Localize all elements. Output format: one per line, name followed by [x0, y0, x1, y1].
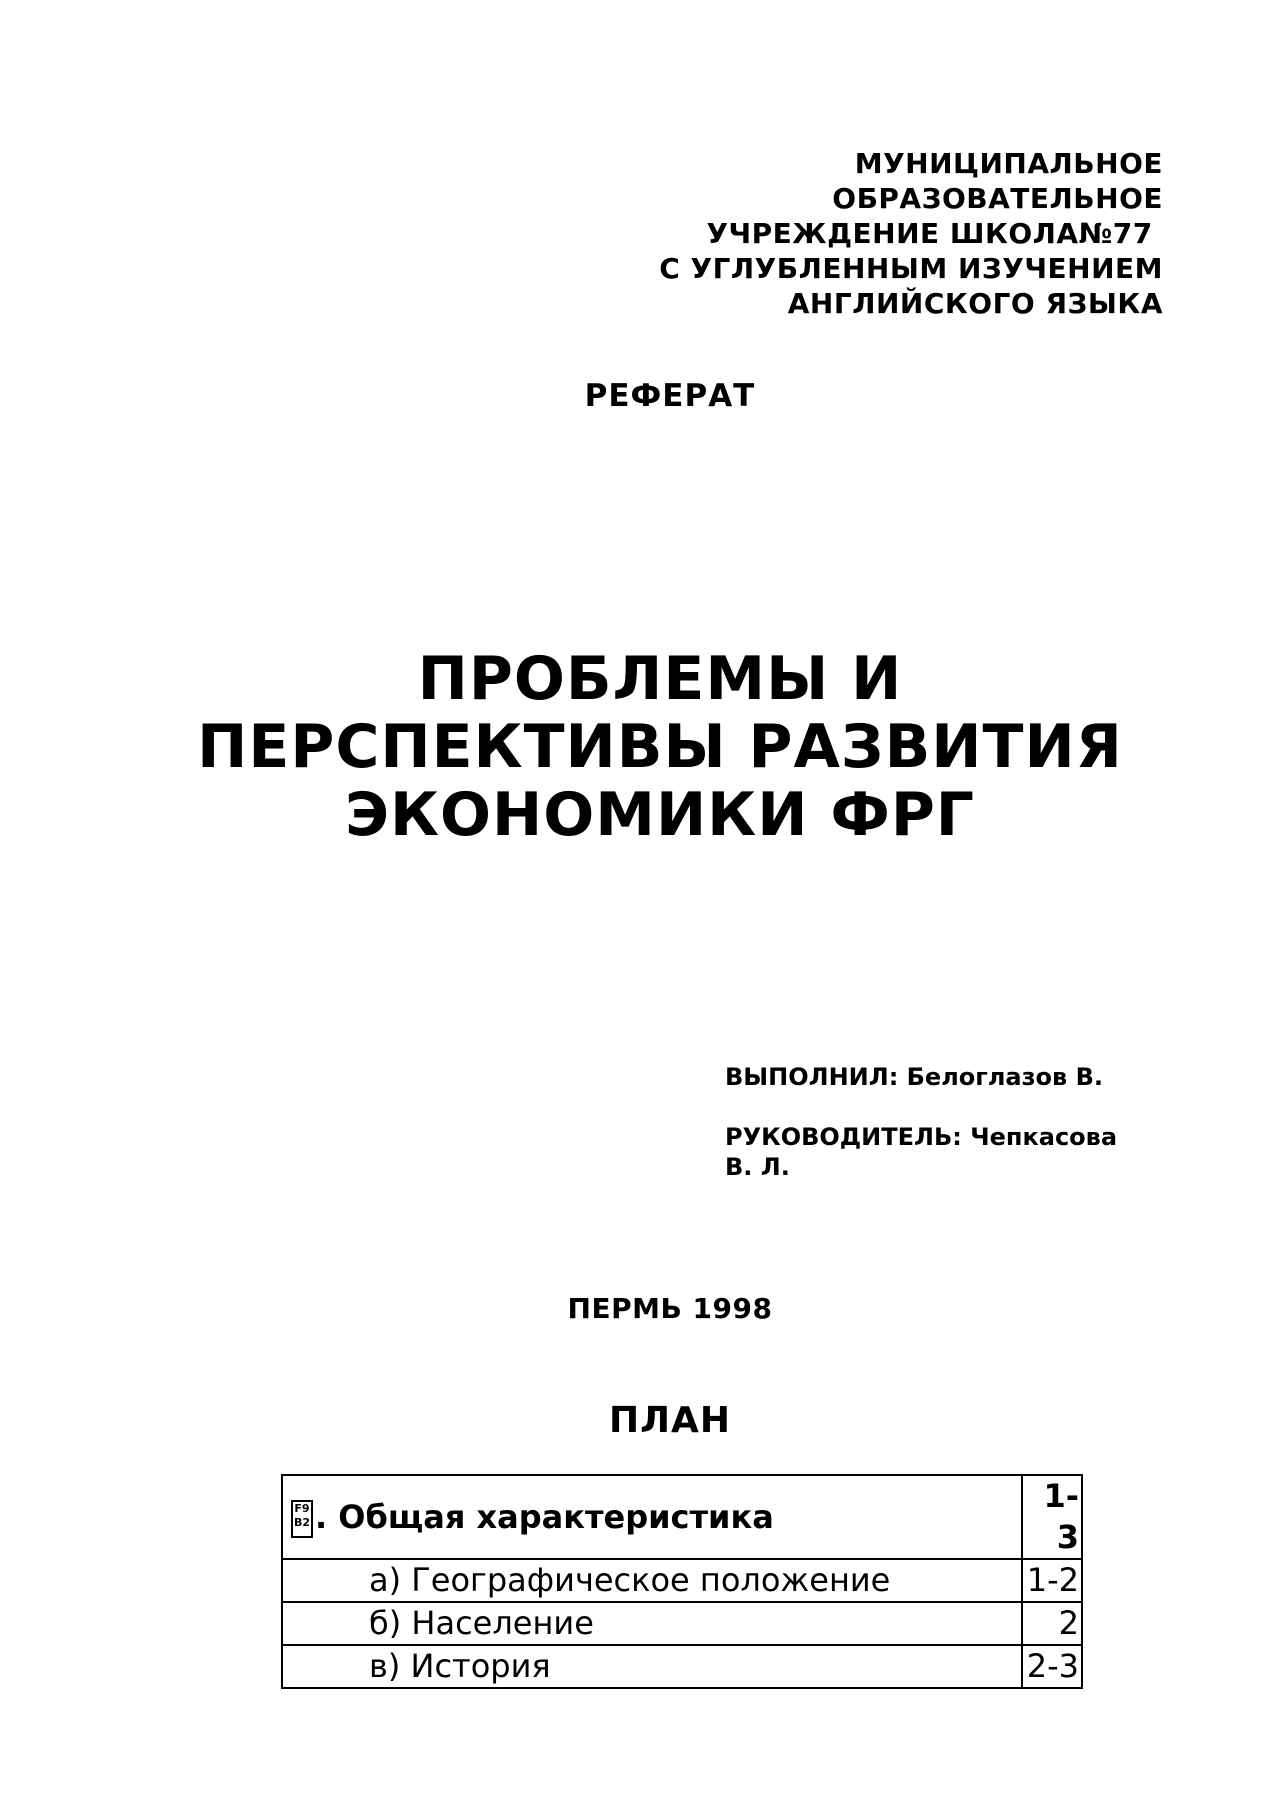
glyph-top: F9	[294, 1501, 310, 1515]
institution-line: УЧРЕЖДЕНИЕ ШКОЛА№77	[706, 217, 1163, 250]
plan-row-label: б) Население	[282, 1602, 1022, 1645]
section-number-glyph	[291, 1500, 313, 1538]
plan-row	[282, 1645, 1082, 1688]
document-type: РЕФЕРАТ	[584, 378, 756, 414]
institution-name	[463, 146, 1163, 321]
institution-line: С УГЛУБЛЕННЫМ ИЗУЧЕНИЕМ	[659, 252, 1163, 285]
institution-line: ОБРАЗОВАТЕЛЬНОЕ	[832, 182, 1163, 215]
document-title	[0, 645, 1280, 849]
plan-table	[281, 1474, 1083, 1689]
city-year: ПЕРМЬ 1998	[567, 1292, 773, 1325]
plan-row-label: в) История	[282, 1645, 1022, 1688]
plan-row	[282, 1602, 1082, 1645]
credits	[725, 1062, 1185, 1182]
plan-row-pages: 2-3	[1022, 1645, 1082, 1688]
title-line: ЭКОНОМИКИ ФРГ	[344, 780, 976, 850]
supervisor-line-continued: В. Л.	[725, 1153, 790, 1181]
plan-row-pages: 1-2	[1022, 1559, 1082, 1602]
title-line: ПРОБЛЕМЫ И	[417, 644, 903, 714]
plan-row-text: . Общая характеристика	[315, 1497, 774, 1536]
plan-row-label: а) Географическое положение	[282, 1559, 1022, 1602]
institution-line: МУНИЦИПАЛЬНОЕ	[854, 147, 1163, 180]
plan-heading: ПЛАН	[608, 1400, 732, 1441]
author-line: ВЫПОЛНИЛ: Белоглазов В.	[725, 1063, 1103, 1091]
plan-row-pages: 1-3	[1022, 1475, 1082, 1559]
supervisor-line: РУКОВОДИТЕЛЬ: Чепкасова	[725, 1123, 1118, 1151]
plan-row-label	[282, 1475, 1022, 1559]
plan-row-main	[282, 1475, 1082, 1559]
title-line: ПЕРСПЕКТИВЫ РАЗВИТИЯ	[197, 712, 1123, 782]
institution-line: АНГЛИЙСКОГО ЯЗЫКА	[787, 287, 1163, 320]
plan-row	[282, 1559, 1082, 1602]
plan-row-pages: 2	[1022, 1602, 1082, 1645]
glyph-bottom: B2	[293, 1515, 311, 1529]
